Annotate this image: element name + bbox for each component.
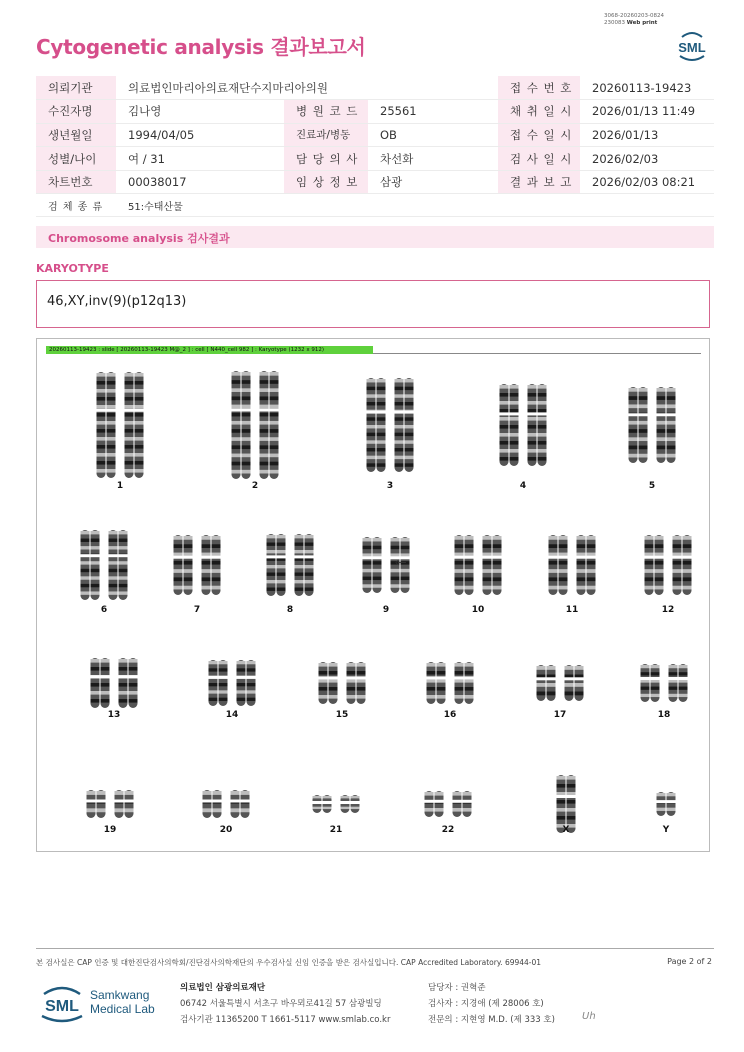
chromosome-label-7: 7 bbox=[193, 605, 201, 615]
karyogram-caption: 20260113-19423 : slide [ 20260113-19423 M@_2 ] : cell [ N440_cell 982 ] : Karyotype (1232 x 912) bbox=[46, 346, 373, 354]
table-row: 차트번호 00038017 임 상 정 보 삼광 결 과 보 고 2026/02/03 08:21 bbox=[36, 170, 714, 194]
footer-divider bbox=[36, 948, 714, 949]
chromosome-22 bbox=[419, 790, 477, 818]
chromosome-11 bbox=[543, 534, 601, 596]
chromosome-10 bbox=[449, 534, 507, 596]
chromosome-label-8: 8 bbox=[286, 605, 294, 615]
chromosome-17 bbox=[531, 664, 589, 702]
samkwang-logo: SML Samkwang Medical Lab bbox=[38, 982, 158, 1026]
accreditation-note: 본 검사실은 CAP 인증 및 대한진단검사의학회/진단검사의학재단의 우수검사실 신임 인증을 받은 검사실입니다. CAP Accredited Laboratory. 69944-01 bbox=[36, 958, 542, 967]
karyotype-label: KARYOTYPE bbox=[36, 262, 109, 275]
document-code: 3068-20260203-0824 230083 Web print bbox=[604, 13, 664, 26]
chromosome-label-4: 4 bbox=[519, 481, 527, 491]
arrow-icon: ⇽ bbox=[395, 555, 407, 571]
chromosome-label-X: X bbox=[562, 825, 570, 835]
chromosome-label-15: 15 bbox=[335, 710, 349, 720]
svg-text:SML: SML bbox=[45, 998, 79, 1015]
karyotype-result: 46,XY,inv(9)(p12q13) bbox=[47, 294, 187, 309]
chromosome-7 bbox=[168, 534, 226, 596]
chromosome-label-Y: Y bbox=[662, 825, 670, 835]
chromosome-label-22: 22 bbox=[441, 825, 455, 835]
chromosome-18 bbox=[635, 663, 693, 703]
chromosome-label-2: 2 bbox=[251, 481, 259, 491]
chromosome-label-9: 9 bbox=[382, 605, 390, 615]
chromosome-6 bbox=[75, 529, 133, 601]
chromosome-label-17: 17 bbox=[553, 710, 567, 720]
chromosome-label-21: 21 bbox=[329, 825, 343, 835]
table-row: 생년월일 1994/04/05 진료과/병동 OB 접 수 일 시 2026/01/13 bbox=[36, 123, 714, 147]
chromosome-label-10: 10 bbox=[471, 605, 485, 615]
chromosome-Y bbox=[654, 791, 678, 817]
karyotype-result-box bbox=[36, 280, 710, 328]
chromosome-5 bbox=[623, 386, 681, 464]
section-header: Chromosome analysis 검사결과 bbox=[36, 226, 714, 248]
chromosome-label-3: 3 bbox=[386, 481, 394, 491]
chromosome-2 bbox=[226, 370, 284, 480]
chromosome-label-20: 20 bbox=[219, 825, 233, 835]
page-number: Page 2 of 2 bbox=[667, 957, 712, 966]
chromosome-label-6: 6 bbox=[100, 605, 108, 615]
table-row: 수진자명 김나영 병 원 코 드 25561 채 취 일 시 2026/01/13 11:49 bbox=[36, 100, 714, 124]
patient-info-table bbox=[36, 76, 714, 217]
chromosome-3 bbox=[361, 377, 419, 473]
chromosome-13 bbox=[85, 657, 143, 709]
signature: Uh bbox=[582, 1011, 596, 1022]
staff-block: 담당자 : 권혁준 검사자 : 지경애 (제 28006 호) 전문의 : 지현영 M.D. (제 333 호) bbox=[428, 983, 555, 1025]
chromosome-21 bbox=[307, 794, 365, 814]
chromosome-8 bbox=[261, 533, 319, 597]
table-row: 성별/나이 여 / 31 담 당 의 사 차선화 검 사 일 시 2026/02/03 bbox=[36, 147, 714, 171]
chromosome-label-19: 19 bbox=[103, 825, 117, 835]
table-row: 검 체 종 류 51:수태산물 bbox=[36, 194, 714, 217]
chromosome-15 bbox=[313, 661, 371, 705]
chromosome-4 bbox=[494, 383, 552, 467]
lab-address-block: 의료법인 삼광의료재단 06742 서울특별시 서초구 바우뫼로41길 57 삼광빌딩 검사기관 11365200 T 1661-5117 www.smlab.co.kr bbox=[180, 983, 391, 1025]
chromosome-label-5: 5 bbox=[648, 481, 656, 491]
chromosome-label-12: 12 bbox=[661, 605, 675, 615]
caption-divider bbox=[373, 353, 701, 354]
chromosome-14 bbox=[203, 659, 261, 707]
sml-logo-icon bbox=[672, 26, 712, 66]
table-row: 의뢰기관 의료법인마리아의료재단수지마리아의원 접 수 번 호 20260113-19423 bbox=[36, 76, 714, 100]
page-title: Cytogenetic analysis 결과보고서 bbox=[36, 35, 366, 59]
chromosome-label-1: 1 bbox=[116, 481, 124, 491]
chromosome-12 bbox=[639, 534, 697, 596]
svg-text:SML: SML bbox=[678, 40, 706, 55]
chromosome-20 bbox=[197, 789, 255, 819]
chromosome-16 bbox=[421, 661, 479, 705]
chromosome-19 bbox=[81, 789, 139, 819]
chromosome-label-13: 13 bbox=[107, 710, 121, 720]
chromosome-label-16: 16 bbox=[443, 710, 457, 720]
chromosome-label-11: 11 bbox=[565, 605, 579, 615]
sml-logo-icon bbox=[38, 982, 86, 1026]
chromosome-label-14: 14 bbox=[225, 710, 239, 720]
chromosome-1 bbox=[91, 371, 149, 479]
karyogram-image bbox=[36, 338, 710, 852]
chromosome-label-18: 18 bbox=[657, 710, 671, 720]
